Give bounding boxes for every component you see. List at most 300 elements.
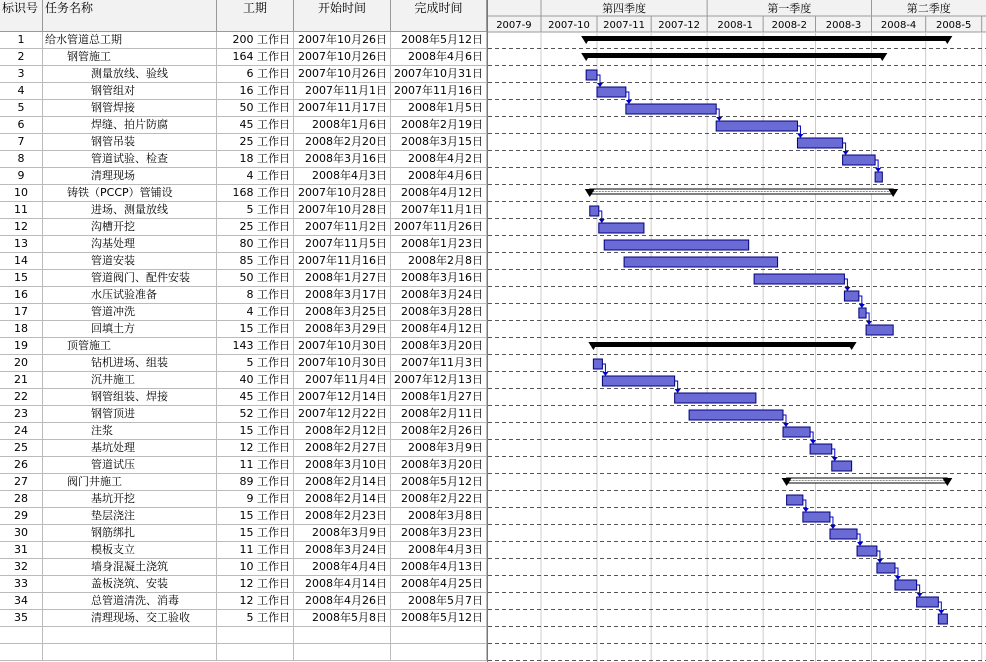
task-id[interactable]: 21: [0, 372, 43, 388]
task-start[interactable]: 2007年11月2日: [294, 219, 391, 235]
task-finish[interactable]: 2008年2月19日: [391, 117, 487, 133]
task-finish[interactable]: 2008年1月27日: [391, 389, 487, 405]
task-duration[interactable]: 4 工作日: [217, 304, 294, 320]
task-duration[interactable]: 80 工作日: [217, 236, 294, 252]
task-finish[interactable]: 2008年4月6日: [391, 49, 487, 65]
task-start[interactable]: 2008年2月12日: [294, 423, 391, 439]
task-finish[interactable]: 2008年3月23日: [391, 525, 487, 541]
table-row[interactable]: [0, 236, 487, 253]
summary-bar-19[interactable]: [588, 342, 856, 350]
task-duration[interactable]: 10 工作日: [217, 559, 294, 575]
task-duration[interactable]: 45 工作日: [217, 117, 294, 133]
task-name[interactable]: 钢管吊装: [43, 134, 217, 150]
empty-cell[interactable]: [294, 644, 391, 660]
task-bar-33[interactable]: [895, 580, 917, 590]
task-duration[interactable]: 16 工作日: [217, 83, 294, 99]
task-start[interactable]: 2007年11月16日: [294, 253, 391, 269]
task-id[interactable]: 14: [0, 253, 43, 269]
empty-cell[interactable]: [391, 627, 487, 643]
task-start[interactable]: 2007年11月1日: [294, 83, 391, 99]
task-start[interactable]: 2007年10月26日: [294, 49, 391, 65]
task-duration[interactable]: 50 工作日: [217, 100, 294, 116]
empty-row[interactable]: [0, 644, 487, 661]
task-id[interactable]: 1: [0, 32, 43, 48]
task-name[interactable]: 铸铁（PCCP）管铺设: [43, 185, 217, 201]
task-bar-35[interactable]: [938, 614, 947, 624]
table-row[interactable]: [0, 100, 487, 117]
task-start[interactable]: 2008年3月29日: [294, 321, 391, 337]
task-name[interactable]: 沟槽开挖: [43, 219, 217, 235]
task-duration[interactable]: 6 工作日: [217, 66, 294, 82]
task-name[interactable]: 阀门井施工: [43, 474, 217, 490]
task-name[interactable]: 清理现场: [43, 168, 217, 184]
task-duration[interactable]: 52 工作日: [217, 406, 294, 422]
task-bar-15[interactable]: [754, 274, 844, 284]
summary-bar-body: [586, 36, 947, 41]
task-bar-3[interactable]: [586, 70, 597, 80]
task-start[interactable]: 2008年2月14日: [294, 474, 391, 490]
task-finish[interactable]: 2008年4月12日: [391, 185, 487, 201]
gantt-chart: [488, 0, 986, 662]
task-finish[interactable]: 2008年2月26日: [391, 423, 487, 439]
month-label: 2008-3: [825, 20, 862, 31]
task-id[interactable]: 24: [0, 423, 43, 439]
table-row[interactable]: [0, 270, 487, 287]
summary-bar-1[interactable]: [581, 36, 952, 44]
task-table: [0, 0, 487, 662]
quarter-label: 第一季度: [767, 2, 812, 15]
task-id[interactable]: 26: [0, 457, 43, 473]
task-duration[interactable]: 85 工作日: [217, 253, 294, 269]
table-row[interactable]: [0, 372, 487, 389]
task-id[interactable]: 15: [0, 270, 43, 286]
task-duration[interactable]: 18 工作日: [217, 151, 294, 167]
task-finish[interactable]: 2008年5月12日: [391, 610, 487, 626]
task-start[interactable]: 2008年3月25日: [294, 304, 391, 320]
task-start[interactable]: 2007年10月28日: [294, 202, 391, 218]
task-bar-17[interactable]: [859, 308, 866, 318]
task-duration[interactable]: 164 工作日: [217, 49, 294, 65]
task-id[interactable]: 16: [0, 287, 43, 303]
task-bar-23[interactable]: [689, 410, 783, 420]
task-bar-7[interactable]: [797, 138, 842, 148]
task-name[interactable]: 焊缝、拍片防腐: [43, 117, 217, 133]
task-finish[interactable]: 2008年3月20日: [391, 457, 487, 473]
task-start[interactable]: 2008年1月6日: [294, 117, 391, 133]
dependency-arrow: [830, 525, 836, 529]
task-bar-29[interactable]: [803, 512, 830, 522]
task-duration[interactable]: 5 工作日: [217, 610, 294, 626]
task-start[interactable]: 2007年10月28日: [294, 185, 391, 201]
table-row[interactable]: [0, 83, 487, 100]
quarter-label: 第四季度: [602, 2, 647, 15]
task-finish[interactable]: 2008年5月12日: [391, 474, 487, 490]
summary-bar-27[interactable]: [782, 478, 953, 486]
task-bar-12[interactable]: [599, 223, 644, 233]
task-bar-24[interactable]: [783, 427, 810, 437]
dependency-arrow: [803, 508, 809, 512]
task-bar-9[interactable]: [875, 172, 882, 182]
task-finish[interactable]: 2008年3月9日: [391, 440, 487, 456]
task-start[interactable]: 2008年2月20日: [294, 134, 391, 150]
task-name[interactable]: 钢管顶进: [43, 406, 217, 422]
task-id[interactable]: 29: [0, 508, 43, 524]
task-finish[interactable]: 2008年1月23日: [391, 236, 487, 252]
table-row[interactable]: [0, 287, 487, 304]
task-finish[interactable]: 2008年3月16日: [391, 270, 487, 286]
task-duration[interactable]: 8 工作日: [217, 287, 294, 303]
dependency-arrow: [675, 389, 681, 393]
empty-row[interactable]: [0, 627, 487, 644]
task-id[interactable]: 6: [0, 117, 43, 133]
task-finish[interactable]: 2008年3月15日: [391, 134, 487, 150]
task-id[interactable]: 7: [0, 134, 43, 150]
task-bar-16[interactable]: [844, 291, 858, 301]
dependency-arrow: [859, 304, 865, 308]
month-label: 2008-2: [771, 20, 808, 31]
month-label: 2008-1: [717, 20, 753, 31]
task-finish[interactable]: 2008年4月25日: [391, 576, 487, 592]
task-start[interactable]: 2007年10月26日: [294, 66, 391, 82]
empty-cell[interactable]: [391, 644, 487, 660]
task-id[interactable]: 3: [0, 66, 43, 82]
task-finish[interactable]: 2008年2月22日: [391, 491, 487, 507]
task-duration[interactable]: 12 工作日: [217, 593, 294, 609]
table-row[interactable]: [0, 202, 487, 219]
task-id[interactable]: 9: [0, 168, 43, 184]
task-finish[interactable]: 2008年3月20日: [391, 338, 487, 354]
empty-cell[interactable]: [43, 627, 217, 643]
task-duration[interactable]: 12 工作日: [217, 576, 294, 592]
task-finish[interactable]: 2008年5月12日: [391, 32, 487, 48]
task-duration[interactable]: 89 工作日: [217, 474, 294, 490]
task-start[interactable]: 2008年3月10日: [294, 457, 391, 473]
task-duration[interactable]: 5 工作日: [217, 202, 294, 218]
header-duration[interactable]: 工期: [217, 0, 294, 32]
task-id[interactable]: 20: [0, 355, 43, 371]
table-row[interactable]: [0, 168, 487, 185]
header-start[interactable]: 开始时间: [294, 0, 391, 32]
table-row[interactable]: [0, 474, 487, 491]
task-duration[interactable]: 25 工作日: [217, 219, 294, 235]
task-id[interactable]: 32: [0, 559, 43, 575]
task-name[interactable]: 盖板浇筑、安装: [43, 576, 217, 592]
task-duration[interactable]: 5 工作日: [217, 355, 294, 371]
summary-bar-2[interactable]: [581, 53, 887, 61]
header-finish[interactable]: 完成时间: [391, 0, 487, 32]
task-name[interactable]: 模板支立: [43, 542, 217, 558]
task-bar-21[interactable]: [602, 376, 674, 386]
task-bar-26[interactable]: [832, 461, 852, 471]
task-start[interactable]: 2008年2月23日: [294, 508, 391, 524]
task-duration[interactable]: 25 工作日: [217, 134, 294, 150]
task-finish[interactable]: 2007年11月3日: [391, 355, 487, 371]
task-finish[interactable]: 2008年3月8日: [391, 508, 487, 524]
table-row[interactable]: [0, 66, 487, 83]
task-start[interactable]: 2008年3月16日: [294, 151, 391, 167]
task-id[interactable]: 2: [0, 49, 43, 65]
header-id[interactable]: 标识号: [0, 0, 43, 32]
task-id[interactable]: 30: [0, 525, 43, 541]
task-finish[interactable]: 2007年11月16日: [391, 83, 487, 99]
task-name[interactable]: 清理现场、交工验收: [43, 610, 217, 626]
task-name[interactable]: 管道冲洗: [43, 304, 217, 320]
task-finish[interactable]: 2007年12月13日: [391, 372, 487, 388]
task-name[interactable]: 顶管施工: [43, 338, 217, 354]
task-id[interactable]: 34: [0, 593, 43, 609]
task-bar-13[interactable]: [604, 240, 748, 250]
task-name[interactable]: 钢筋绑扎: [43, 525, 217, 541]
task-name[interactable]: 钻机进场、组装: [43, 355, 217, 371]
table-row[interactable]: [0, 151, 487, 168]
table-row[interactable]: [0, 593, 487, 610]
task-name[interactable]: 沉井施工: [43, 372, 217, 388]
task-start[interactable]: 2008年4月26日: [294, 593, 391, 609]
task-duration[interactable]: 15 工作日: [217, 525, 294, 541]
month-label: 2007-12: [658, 20, 701, 31]
summary-bar-10[interactable]: [585, 189, 898, 197]
table-row[interactable]: [0, 389, 487, 406]
table-row[interactable]: [0, 117, 487, 134]
task-name[interactable]: 进场、测量放线: [43, 202, 217, 218]
quarter-label: 第二季度: [906, 2, 951, 15]
task-name[interactable]: 钢管组对: [43, 83, 217, 99]
task-start[interactable]: 2007年10月30日: [294, 338, 391, 354]
table-row[interactable]: [0, 610, 487, 627]
task-start[interactable]: 2008年3月9日: [294, 525, 391, 541]
task-finish[interactable]: 2008年4月2日: [391, 151, 487, 167]
task-duration[interactable]: 168 工作日: [217, 185, 294, 201]
dependency-arrow: [797, 134, 803, 138]
task-start[interactable]: 2008年5月8日: [294, 610, 391, 626]
task-name[interactable]: 钢管焊接: [43, 100, 217, 116]
task-start[interactable]: 2008年3月17日: [294, 287, 391, 303]
task-name[interactable]: 管道试压: [43, 457, 217, 473]
task-name[interactable]: 水压试验准备: [43, 287, 217, 303]
task-bar-18[interactable]: [866, 325, 893, 335]
task-start[interactable]: 2007年12月14日: [294, 389, 391, 405]
empty-cell[interactable]: [294, 627, 391, 643]
task-id[interactable]: 8: [0, 151, 43, 167]
task-bar-6[interactable]: [716, 121, 797, 131]
task-name[interactable]: 管道阀门、配件安装: [43, 270, 217, 286]
task-bar-8[interactable]: [843, 155, 876, 165]
task-name[interactable]: 基坑开挖: [43, 491, 217, 507]
task-id[interactable]: 17: [0, 304, 43, 320]
task-start[interactable]: 2008年3月24日: [294, 542, 391, 558]
task-bar-28[interactable]: [787, 495, 803, 505]
dependency-arrow: [895, 576, 901, 580]
task-id[interactable]: 33: [0, 576, 43, 592]
table-row[interactable]: [0, 219, 487, 236]
task-duration[interactable]: 9 工作日: [217, 491, 294, 507]
task-bar-4[interactable]: [597, 87, 626, 97]
month-label: 2007-10: [548, 20, 590, 31]
task-name[interactable]: 沟基处理: [43, 236, 217, 252]
task-name[interactable]: 测量放线、验线: [43, 66, 217, 82]
task-bar-31[interactable]: [857, 546, 877, 556]
dependency-arrow: [602, 372, 608, 376]
task-id[interactable]: 10: [0, 185, 43, 201]
task-name[interactable]: 给水管道总工期: [43, 32, 217, 48]
dependency-arrow: [626, 100, 632, 104]
task-start[interactable]: 2008年2月27日: [294, 440, 391, 456]
table-row[interactable]: [0, 134, 487, 151]
task-bar-14[interactable]: [624, 257, 778, 267]
task-finish[interactable]: 2008年4月12日: [391, 321, 487, 337]
task-finish[interactable]: 2008年5月7日: [391, 593, 487, 609]
task-start[interactable]: 2007年11月5日: [294, 236, 391, 252]
task-duration[interactable]: 15 工作日: [217, 423, 294, 439]
dependency-arrow: [843, 151, 849, 155]
table-row[interactable]: [0, 542, 487, 559]
task-duration[interactable]: 40 工作日: [217, 372, 294, 388]
task-finish[interactable]: 2007年10月31日: [391, 66, 487, 82]
task-name[interactable]: 墙身混凝土浇筑: [43, 559, 217, 575]
task-duration[interactable]: 4 工作日: [217, 168, 294, 184]
task-bar-30[interactable]: [830, 529, 857, 539]
task-id[interactable]: 4: [0, 83, 43, 99]
task-finish[interactable]: 2007年11月1日: [391, 202, 487, 218]
task-name[interactable]: 回填土方: [43, 321, 217, 337]
task-finish[interactable]: 2008年2月8日: [391, 253, 487, 269]
task-finish[interactable]: 2008年4月3日: [391, 542, 487, 558]
task-start[interactable]: 2007年11月4日: [294, 372, 391, 388]
task-name[interactable]: 钢管组装、焊接: [43, 389, 217, 405]
task-id[interactable]: 18: [0, 321, 43, 337]
task-start[interactable]: 2008年4月14日: [294, 576, 391, 592]
task-name[interactable]: 管道试验、检查: [43, 151, 217, 167]
task-duration[interactable]: 50 工作日: [217, 270, 294, 286]
task-name[interactable]: 注浆: [43, 423, 217, 439]
dependency-arrow: [844, 287, 850, 291]
table-row[interactable]: [0, 406, 487, 423]
task-finish[interactable]: 2008年4月6日: [391, 168, 487, 184]
task-id[interactable]: 13: [0, 236, 43, 252]
table-row[interactable]: [0, 355, 487, 372]
task-name[interactable]: 钢管施工: [43, 49, 217, 65]
task-bar-11[interactable]: [590, 206, 599, 216]
task-start[interactable]: 2008年1月27日: [294, 270, 391, 286]
task-id[interactable]: 31: [0, 542, 43, 558]
dependency-arrow: [599, 219, 605, 223]
dependency-arrow: [875, 168, 881, 172]
table-row[interactable]: [0, 525, 487, 542]
task-name[interactable]: 管道安装: [43, 253, 217, 269]
task-duration[interactable]: 45 工作日: [217, 389, 294, 405]
dependency-arrow: [716, 117, 722, 121]
table-row[interactable]: [0, 185, 487, 202]
dependency-arrow: [938, 610, 944, 614]
task-name[interactable]: 基坑处理: [43, 440, 217, 456]
task-bar-25[interactable]: [810, 444, 832, 454]
task-start[interactable]: 2007年12月22日: [294, 406, 391, 422]
task-duration[interactable]: 15 工作日: [217, 508, 294, 524]
task-finish[interactable]: 2008年3月24日: [391, 287, 487, 303]
task-id[interactable]: 25: [0, 440, 43, 456]
task-name[interactable]: 垫层浇注: [43, 508, 217, 524]
task-start[interactable]: 2008年2月14日: [294, 491, 391, 507]
dependency-arrow: [783, 423, 789, 427]
task-start[interactable]: 2007年10月30日: [294, 355, 391, 371]
task-start[interactable]: 2008年4月4日: [294, 559, 391, 575]
table-row[interactable]: [0, 440, 487, 457]
table-row[interactable]: [0, 457, 487, 474]
gantt-bars: [581, 36, 952, 624]
empty-cell[interactable]: [217, 644, 294, 660]
table-row[interactable]: [0, 491, 487, 508]
month-label: 2008-5: [935, 20, 972, 31]
dependency-arrow: [917, 593, 923, 597]
month-label: 2007-11: [603, 20, 645, 31]
task-name[interactable]: 总管道清洗、消毒: [43, 593, 217, 609]
task-id[interactable]: 23: [0, 406, 43, 422]
task-finish[interactable]: 2007年11月26日: [391, 219, 487, 235]
task-bar-5[interactable]: [626, 104, 716, 114]
summary-bar-body: [586, 53, 882, 58]
task-finish[interactable]: 2008年3月28日: [391, 304, 487, 320]
month-label: 2008-4: [880, 20, 917, 31]
task-bar-32[interactable]: [877, 563, 895, 573]
task-bar-22[interactable]: [675, 393, 756, 403]
task-id[interactable]: 22: [0, 389, 43, 405]
task-duration[interactable]: 12 工作日: [217, 440, 294, 456]
task-id[interactable]: 19: [0, 338, 43, 354]
table-row[interactable]: [0, 321, 487, 338]
empty-cell[interactable]: [0, 627, 43, 643]
task-id[interactable]: 35: [0, 610, 43, 626]
empty-cell[interactable]: [0, 644, 43, 660]
empty-cell[interactable]: [217, 627, 294, 643]
dependency-arrow: [877, 559, 883, 563]
task-bar-20[interactable]: [593, 359, 602, 369]
task-id[interactable]: 5: [0, 100, 43, 116]
table-row[interactable]: [0, 253, 487, 270]
task-start[interactable]: 2007年10月26日: [294, 32, 391, 48]
summary-bar-body: [593, 342, 851, 347]
task-start[interactable]: 2008年4月3日: [294, 168, 391, 184]
task-id[interactable]: 28: [0, 491, 43, 507]
task-bar-34[interactable]: [917, 597, 939, 607]
table-row[interactable]: [0, 338, 487, 355]
header-name[interactable]: 任务名称: [43, 0, 217, 32]
table-row[interactable]: [0, 49, 487, 66]
task-finish[interactable]: 2008年1月5日: [391, 100, 487, 116]
month-label: 2007-9: [496, 20, 532, 31]
empty-cell[interactable]: [43, 644, 217, 660]
task-finish[interactable]: 2008年2月11日: [391, 406, 487, 422]
table-row[interactable]: [0, 576, 487, 593]
table-row[interactable]: [0, 423, 487, 440]
dependency-arrow: [857, 542, 863, 546]
dependency-arrow: [597, 83, 603, 87]
task-duration[interactable]: 143 工作日: [217, 338, 294, 354]
task-duration[interactable]: 11 工作日: [217, 542, 294, 558]
task-finish[interactable]: 2008年4月13日: [391, 559, 487, 575]
task-id[interactable]: 27: [0, 474, 43, 490]
task-id[interactable]: 12: [0, 219, 43, 235]
table-row[interactable]: [0, 32, 487, 49]
task-duration[interactable]: 200 工作日: [217, 32, 294, 48]
table-row[interactable]: [0, 304, 487, 321]
task-duration[interactable]: 11 工作日: [217, 457, 294, 473]
task-duration[interactable]: 15 工作日: [217, 321, 294, 337]
dependency-arrow: [832, 457, 838, 461]
task-start[interactable]: 2007年11月17日: [294, 100, 391, 116]
table-row[interactable]: [0, 559, 487, 576]
task-id[interactable]: 11: [0, 202, 43, 218]
table-row[interactable]: [0, 508, 487, 525]
